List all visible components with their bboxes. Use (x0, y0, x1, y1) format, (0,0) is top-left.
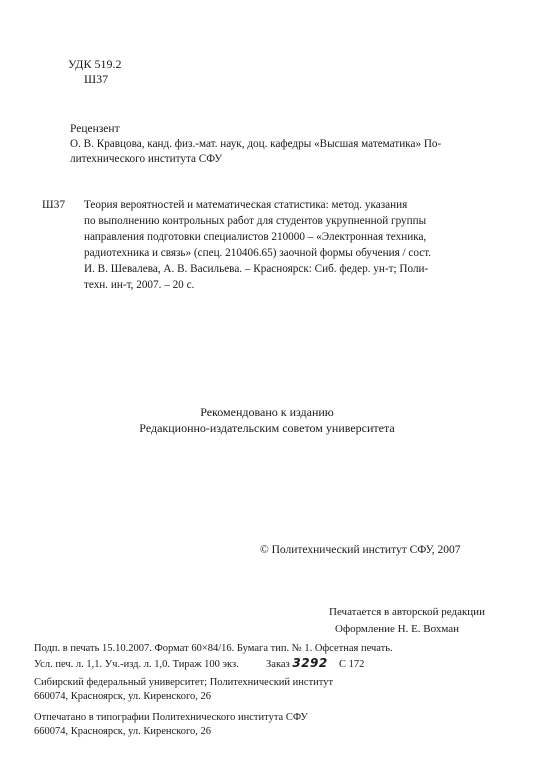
order-number: 3292 (292, 656, 328, 670)
bibliography-line-5: И. В. Шевалева, А. В. Васильева. – Красноярск: Сиб. федер. ун-т; Поли- (84, 263, 429, 275)
imprint-line-1: Подп. в печать 15.10.2007. Формат 60×84/16. Бумага тип. № 1. Офсетная печать. (34, 643, 393, 654)
printer-address: 660074, Красноярск, ул. Киренского, 26 (34, 726, 212, 737)
order-code: С 172 (339, 659, 365, 670)
bibliography-line-6: техн. ин-т, 2007. – 20 с. (84, 279, 195, 291)
publisher-line-1: Сибирский федеральный университет; Политехнический институт (34, 677, 334, 688)
bibliography-line-3: направления подготовки специалистов 210000 – «Электронная техника, (84, 231, 427, 243)
copyright-notice: © Политехнический институт СФУ, 2007 (260, 544, 461, 556)
recommendation-line-2: Редакционно-издательским советом университета (139, 421, 395, 435)
bibliography-line-1: Теория вероятностей и математическая статистика: метод. указания (84, 199, 408, 211)
printer-line: Отпечатано в типографии Политехнического института СФУ (34, 712, 308, 723)
bibliography-code: Ш37 (42, 199, 66, 211)
reviewer-line-1: О. В. Кравцова, канд. физ.-мат. наук, доц. кафедры «Высшая математика» По- (70, 138, 442, 150)
reviewer-label: Рецензент (70, 123, 120, 135)
edition-note: Печатается в авторской редакции (329, 606, 485, 618)
classification-code: Ш37 (84, 72, 109, 86)
bibliography-line-2: по выполнению контрольных работ для студентов укрупненной группы (84, 215, 427, 227)
imprint-line-2 (34, 657, 364, 671)
reviewer-line-2: литехнического института СФУ (70, 153, 223, 165)
publisher-address: 660074, Красноярск, ул. Киренского, 26 (34, 691, 212, 702)
udk-code: УДК 519.2 (68, 57, 122, 71)
recommendation-line-1: Рекомендовано к изданию (200, 405, 334, 419)
order-label: Заказ (266, 659, 290, 670)
imprint-print-details: Усл. печ. л. 1,1. Уч.-изд. л. 1,0. Тираж 100 экз. (34, 659, 239, 670)
design-credit: Оформление Н. Е. Вохман (335, 623, 460, 635)
bibliography-line-4: радиотехника и связь» (спец. 210406.65) заочной формы обучения / сост. (84, 247, 432, 259)
